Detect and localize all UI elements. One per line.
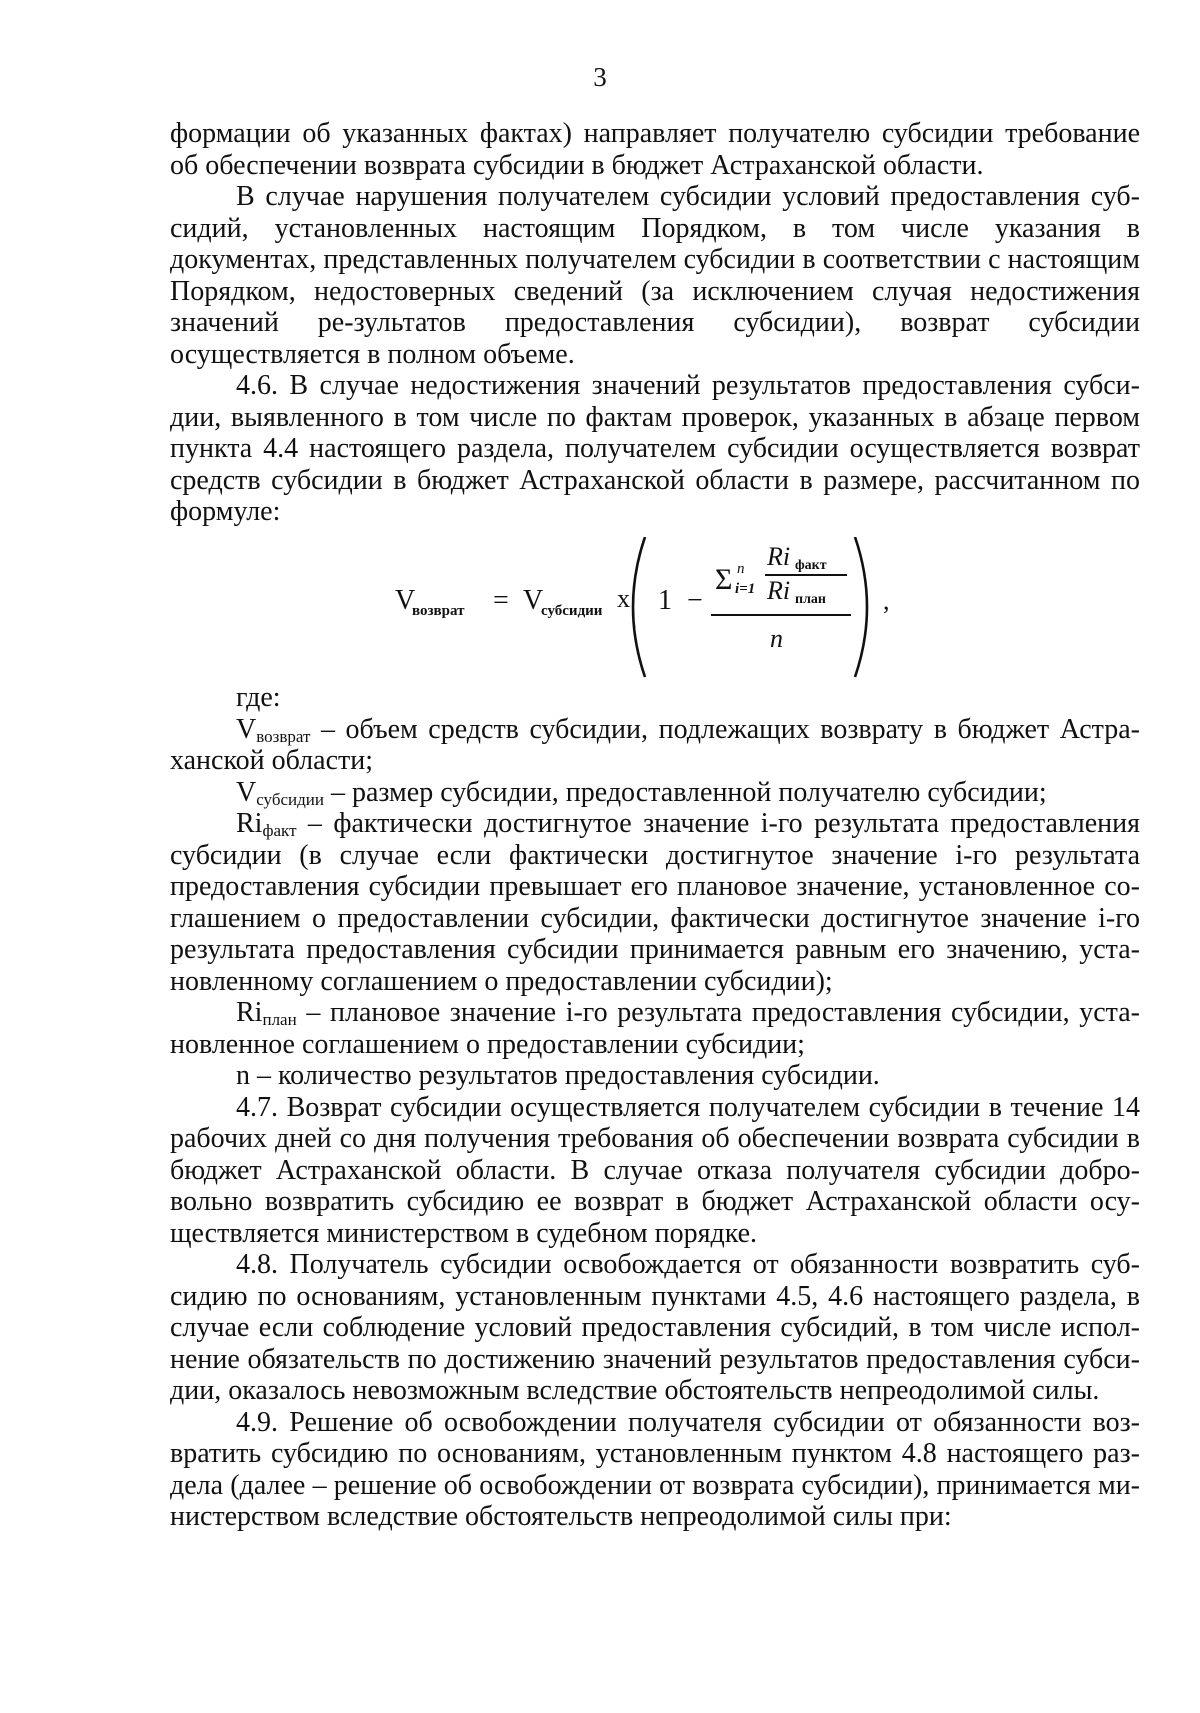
definition-ri-fact bbox=[170, 808, 1140, 997]
formula-den-symbol: Ri bbox=[767, 576, 791, 605]
refund-formula bbox=[395, 537, 955, 687]
formula-sum-lower: i=1 bbox=[735, 581, 756, 597]
definition-ri-plan-text: – плановое значение i-го результата предоставления субсидии, уста-новленное соглашением о предоставлении субсидии; bbox=[170, 997, 1140, 1060]
definition-ri-fact-text: – фактически достигнутое значение i-го результата предоставления субсидии (в случае если фактически достигнутое значение i-го результата предоставления субсидии превышает его плановое значение, установленное со-глашением о предоставлении субсидии, фактически достигнутое значение i-го результата предоставления субсидии принимается равным его значению, уста-новленному соглашением о предоставлении субсидии); bbox=[170, 808, 1140, 997]
formula-num-symbol: Ri bbox=[767, 542, 791, 571]
paragraph-4-7: 4.7. Возврат субсидии осуществляется получателем субсидии в течение 14 рабочих дней со дня получения требования об обеспечении возврата субсидии в бюджет Астраханской области. В случае отказа получателя субсидии добро-вольно возвратить субсидию ее возврат в бюджет Астраханской области осу-ществляется министерством в судебном порядке. bbox=[170, 1091, 1140, 1249]
formula-lhs-symbol: V bbox=[395, 585, 416, 616]
definition-v-refund bbox=[170, 714, 1140, 777]
formula-trailing-comma: , bbox=[883, 586, 890, 615]
paragraph-continuation: формации об указанных фактах) направляет получателю субсидии требование об обеспечении возврата субсидии в бюджет Астраханской области. bbox=[170, 118, 1140, 181]
paragraph-4-8: 4.8. Получатель субсидии освобождается от обязанности возвратить суб-сидию по основаниям, установленным пунктами 4.5, 4.6 настоящего раздела, в случае если соблюдение условий предоставления субсидий, в том числе испол-нение обязательств по достижению значений результатов предоставления субси-дии, оказалось невозможным вследствие обстоятельств непреодолимой силы. bbox=[170, 1249, 1140, 1406]
definition-n: n – количество результатов предоставления субсидии. bbox=[236, 1060, 880, 1091]
definition-ri-plan-symbol: Ri bbox=[236, 997, 263, 1028]
formula-one: 1 bbox=[658, 585, 672, 616]
definition-v-refund-symbol: V bbox=[236, 713, 257, 745]
paragraph-4-6: 4.6. В случае недостижения значений результатов предоставления субси-дии, выявленного в том числе по фактам проверок, указанных в абзаце первом пункта 4.4 настоящего раздела, получателем субсидии осуществляется возврат средств субсидии в бюджет Астраханской области в размере, рассчитанном по формуле: bbox=[170, 370, 1140, 527]
formula-sum-sign: Σ bbox=[715, 563, 733, 596]
paragraph-4-9: 4.9. Решение об освобождении получателя субсидии от обязанности воз-вратить субсидию по основаниям, установленным пунктом 4.8 настоящего раз-дела (далее – решение об освобождении от возврата субсидии), принимается ми-нистерством вследствие обстоятельств непреодолимой силы при: bbox=[170, 1406, 1140, 1532]
definition-ri-plan bbox=[170, 997, 1140, 1060]
text-block-top bbox=[170, 118, 1140, 528]
formula-v-sub: субсидии bbox=[541, 603, 603, 619]
formula-sum-upper: n bbox=[737, 561, 745, 577]
formula-left-paren bbox=[633, 537, 645, 677]
formula-num-sub: факт bbox=[795, 558, 827, 573]
definition-v-subsidy-sub: субсидии bbox=[256, 789, 324, 809]
definition-v-subsidy-symbol: V bbox=[236, 776, 257, 808]
page-number: 3 bbox=[593, 62, 607, 92]
definition-v-subsidy-text: – размер субсидии, предоставленной получателю субсидии; bbox=[323, 776, 1047, 808]
text-block-bottom bbox=[170, 682, 1140, 1533]
formula-times: x bbox=[617, 584, 630, 613]
formula-v-symbol: V bbox=[523, 585, 544, 616]
definition-v-refund-sub: возврат bbox=[256, 726, 311, 746]
definition-ri-plan-sub: план bbox=[262, 1010, 297, 1029]
where-label: где: bbox=[236, 682, 281, 713]
definition-ri-fact-symbol: Ri bbox=[236, 808, 263, 839]
formula-right-paren bbox=[855, 537, 867, 677]
formula-den-sub: план bbox=[795, 592, 826, 607]
definition-v-subsidy bbox=[170, 777, 1140, 809]
formula-minus: − bbox=[687, 585, 703, 616]
formula-n: n bbox=[770, 624, 783, 653]
formula-lhs-sub: возврат bbox=[412, 603, 465, 619]
paragraph-violation: В случае нарушения получателем субсидии условий предоставления суб-сидий, установленных настоящим Порядком, в том числе указания в документах, представленных получателем субсидии в соответствии с настоящим Порядком, недостоверных сведений (за исключением случая недостижения значений ре-зультатов предоставления субсидии), возврат субсидии осуществляется в полном объеме. bbox=[170, 181, 1140, 370]
formula-equals: = bbox=[493, 585, 509, 616]
definition-ri-fact-sub: факт bbox=[262, 821, 297, 840]
definition-v-refund-text: – объем средств субсидии, подлежащих возврату в бюджет Астра-ханской области; bbox=[170, 713, 1140, 776]
